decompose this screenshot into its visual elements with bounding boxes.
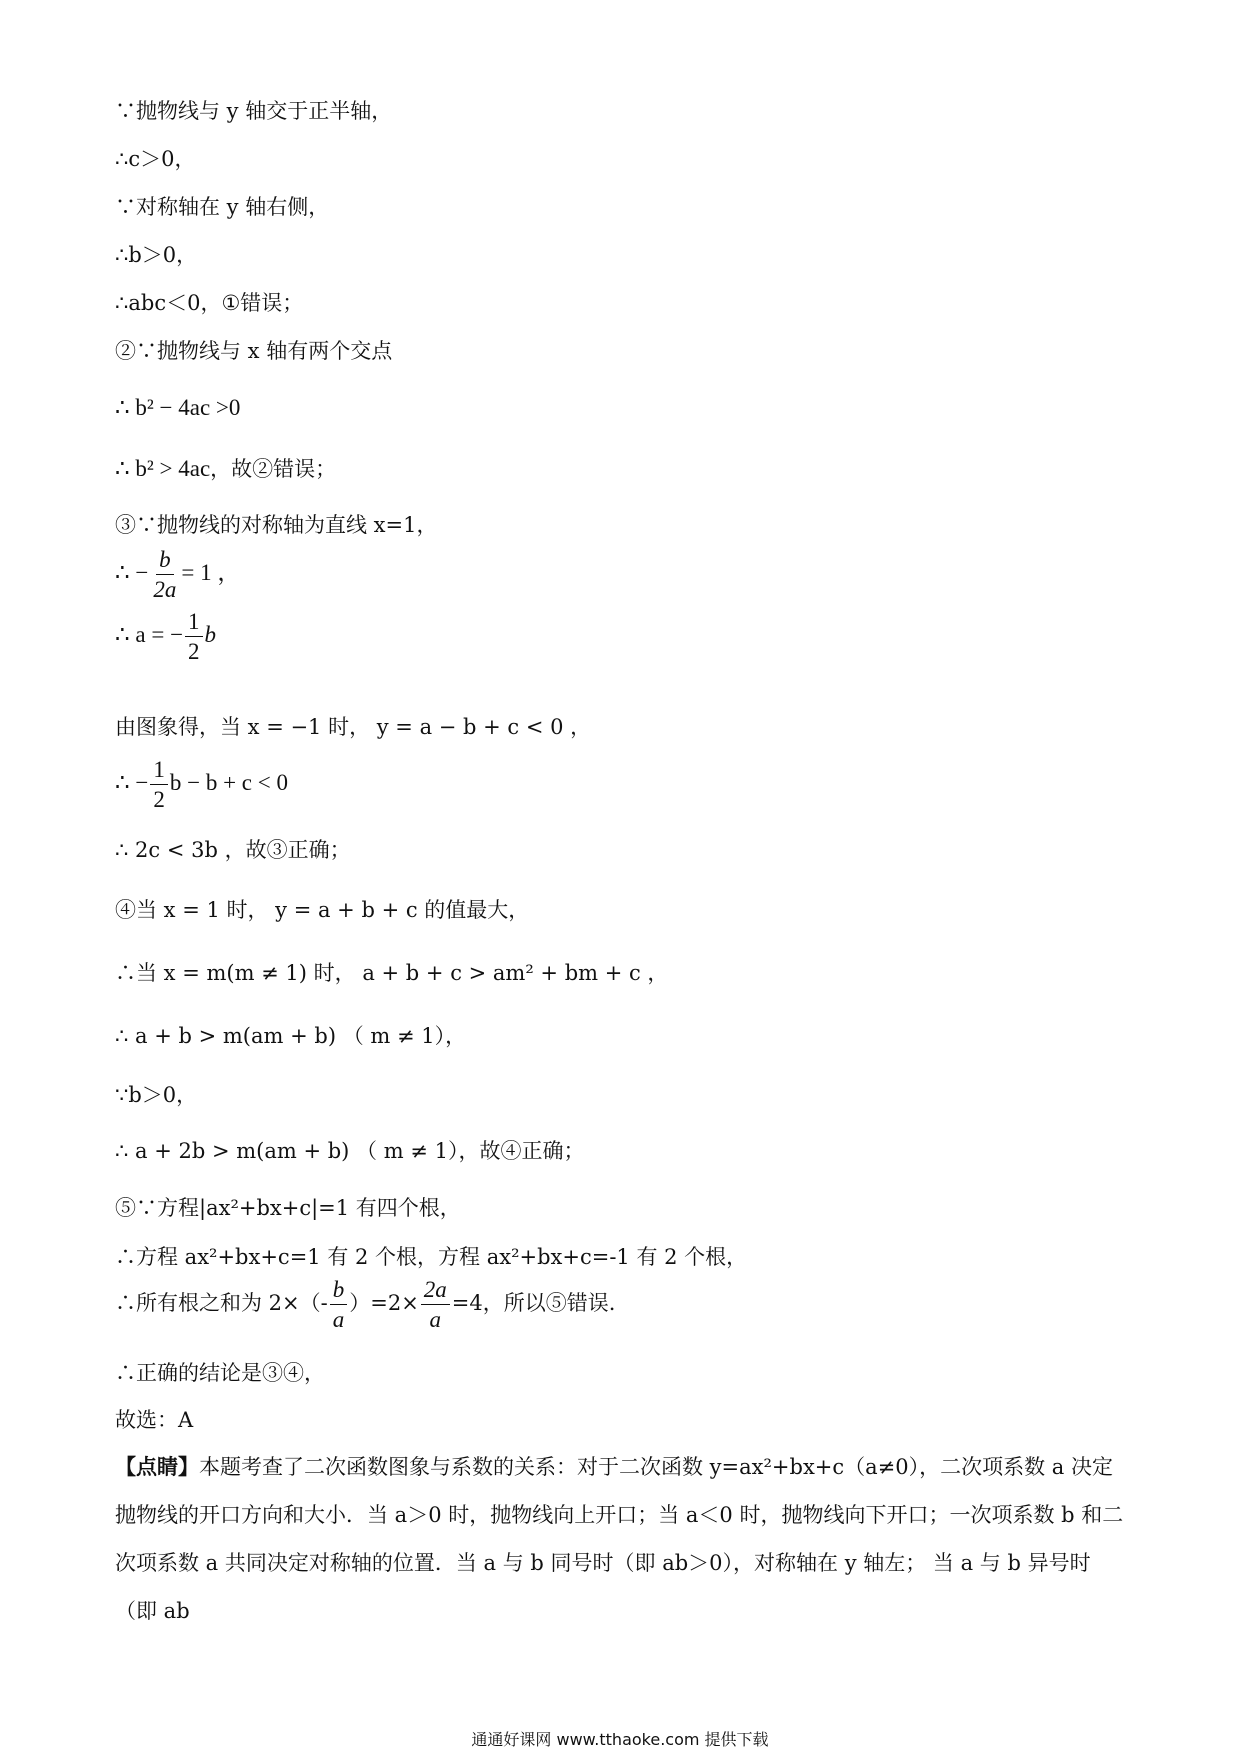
fraction-numerator: 2a (421, 1278, 450, 1305)
solution-line-6: ②∵抛物线与 x 轴有两个交点 (115, 339, 393, 363)
fraction-denominator: a (429, 1307, 442, 1332)
solution-line-19: ∴ a + 2b > m(am + b) （ m ≠ 1），故④正确； (115, 1139, 585, 1163)
solution-line-20: ⑤∵方程|ax²+bx+c|=1 有四个根， (115, 1196, 461, 1220)
solution-line-9: ③∵抛物线的对称轴为直线 x=1， (115, 513, 438, 537)
fraction (150, 548, 179, 601)
solution-line-15: ④当 x = 1 时， y = a + b + c 的值最大， (115, 898, 530, 922)
math-mid: ）=2× (349, 1291, 419, 1315)
fraction-numerator: 1 (150, 758, 168, 785)
answer-line: 故选：A (115, 1408, 194, 1432)
comment-tag: 【点睛】 (115, 1454, 199, 1479)
fraction-numerator: b (330, 1278, 348, 1305)
solution-line-4: ∴b＞0， (115, 243, 198, 267)
fraction-denominator: 2a (153, 577, 177, 602)
comment-paragraph (115, 1443, 1125, 1635)
math-prefix: ∴所有根之和为 2×（- (115, 1291, 328, 1315)
solution-line-12: 由图象得，当 x = −1 时， y = a − b + c < 0 ， (115, 715, 592, 739)
math-prefix: ∴ − (115, 560, 149, 585)
solution-line-3: ∵对称轴在 y 轴右侧， (115, 195, 330, 219)
equation-b-squared (115, 454, 336, 484)
fraction-denominator: 2 (153, 787, 165, 812)
solution-line-14: ∴ 2c < 3b ，故③正确； (115, 838, 351, 862)
fraction (330, 1278, 348, 1331)
fraction-numerator: b (156, 548, 174, 575)
equation-discriminant: ∴ b² − 4ac >0 (115, 395, 241, 420)
fraction (421, 1278, 450, 1331)
math-prefix: ∴ a = − (115, 622, 184, 647)
solution-line-17: ∴ a + b > m(am + b) （ m ≠ 1）， (115, 1024, 467, 1048)
math-tail: b − b + c < 0 (169, 770, 288, 795)
math-expr: ∴ b² > 4ac (115, 456, 211, 481)
equation-root-sum (115, 1278, 615, 1331)
page-footer: 通通好课网 www.tthaoke.com 提供下载 (471, 1730, 769, 1749)
fraction (185, 610, 203, 663)
line-tail: ，故②错误； (210, 457, 337, 481)
equation-a-value (115, 610, 216, 663)
solution-line-21: ∴方程 ax²+bx+c=1 有 2 个根，方程 ax²+bx+c=-1 有 2 个根， (115, 1245, 748, 1269)
fraction-denominator: a (332, 1307, 345, 1332)
math-tail: = 1 ， (181, 560, 241, 585)
equation-axis-fraction (115, 548, 240, 601)
math-tail: b (204, 622, 217, 647)
equation-substitution (115, 758, 288, 811)
solution-line-16: ∴当 x = m(m ≠ 1) 时， a + b + c > am² + bm + c ， (115, 961, 669, 985)
fraction-denominator: 2 (188, 639, 200, 664)
solution-line-2: ∴c＞0， (115, 147, 196, 171)
math-tail: =4，所以⑤错误. (451, 1291, 616, 1315)
solution-line-23: ∴正确的结论是③④， (115, 1361, 325, 1385)
comment-text: 本题考查了二次函数图象与系数的关系：对于二次函数 y=ax²+bx+c（a≠0），二次项系数 a 决定抛物线的开口方向和大小．当 a＞0 时，抛物线向上开口；当 a＜0 时，抛物线向下开口；一次项系数 b 和二次项系数 a 共同决定对称轴的位置．当 a 与 b 同号时（即 ab＞0），对称轴在 y 轴左； 当 a 与 b 异号时（即 ab (115, 1455, 1124, 1623)
fraction (150, 758, 168, 811)
solution-line-1: ∵抛物线与 y 轴交于正半轴， (115, 99, 393, 123)
solution-line-5: ∴abc＜0，①错误； (115, 291, 304, 315)
fraction-numerator: 1 (185, 610, 203, 637)
solution-line-18: ∵b＞0， (115, 1083, 198, 1107)
math-prefix: ∴ − (115, 770, 149, 795)
